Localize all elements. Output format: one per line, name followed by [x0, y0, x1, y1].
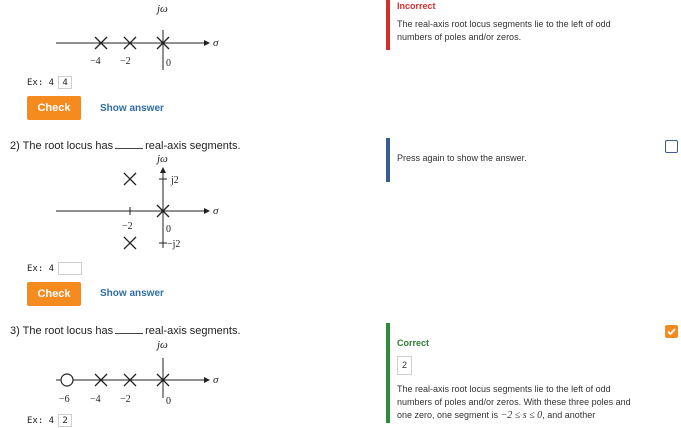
q2-tick-label: −2: [122, 221, 133, 232]
q1-tick-label: −2: [120, 56, 131, 67]
q1-jw-label: jω: [157, 3, 168, 15]
q3-feedback: [386, 323, 648, 423]
q3-status-check-icon: [665, 325, 678, 338]
q3-zero-marker: [61, 374, 73, 386]
q1-example-label: Ex: 4: [27, 77, 55, 88]
q3-correct-answer: 2: [397, 356, 412, 375]
q3-example-label: Ex: 4: [27, 415, 55, 426]
q1-check-button[interactable]: Check: [27, 96, 81, 120]
q3-feedback-title: Correct: [397, 338, 430, 348]
q1-tick-label: 0: [166, 58, 171, 69]
q3-sigma-arrow-icon: [204, 377, 210, 383]
q1-root-locus-plot: [0, 0, 260, 80]
q3-tick-label: −4: [90, 394, 101, 405]
q3-feedback-math: −2 ≤ s ≤ 0: [500, 410, 543, 421]
q2-feedback-text: Press again to show the answer.: [397, 153, 527, 163]
q2-sigma-label: σ: [213, 205, 219, 217]
q1-show-answer-button[interactable]: Show answer: [100, 103, 164, 114]
q2-jw-arrow-icon: [160, 167, 166, 173]
q3-jw-label: jω: [157, 339, 168, 351]
q1-feedback-text: The real-axis root locus segments lie to the left of odd numbers of poles and/or zeros.: [397, 19, 611, 42]
q2-sigma-arrow-icon: [204, 208, 210, 214]
q2-check-button[interactable]: Check: [27, 282, 81, 306]
q2-answer-input[interactable]: [58, 262, 82, 275]
q3-tick-label: −2: [120, 394, 131, 405]
q2-question: 2) The root locus has real-axis segments.: [10, 140, 241, 152]
q3-sigma-label: σ: [213, 374, 219, 386]
q3-feedback-text: The real-axis root locus segments lie to the left of odd numbers of poles and/or zeros. With these three poles and one zero, one segment is −2 ≤ s ≤ 0, and another: [397, 384, 631, 421]
q2-root-locus-plot: [0, 152, 260, 252]
q2-blank: [115, 148, 143, 149]
q2-feedback: [386, 138, 648, 182]
q3-tick-label: 0: [166, 396, 171, 407]
q1-sigma-arrow-icon: [204, 40, 210, 46]
q1-tick-label: −4: [90, 56, 101, 67]
q2-status-empty-icon: [665, 140, 678, 153]
q3-tick-label: −6: [59, 394, 70, 405]
q3-root-locus-plot: [0, 338, 260, 418]
q1-feedback-title: Incorrect: [397, 1, 436, 11]
q2-jw-label: jω: [157, 153, 168, 165]
q3-question: 3) The root locus has real-axis segments.: [10, 325, 241, 337]
q3-example-row: [27, 414, 72, 427]
q1-sigma-label: σ: [213, 37, 219, 49]
q2-example-label: Ex: 4: [27, 263, 55, 274]
q1-answer-input[interactable]: 4: [58, 76, 72, 89]
q3-answer-input[interactable]: 2: [58, 414, 72, 427]
q2-imag-label: −j2: [167, 239, 181, 250]
q1-example-row: [27, 76, 72, 89]
q2-example-row: [27, 262, 82, 275]
q2-tick-label: 0: [166, 224, 171, 235]
q2-show-answer-button[interactable]: Show answer: [100, 288, 164, 299]
q3-blank: [115, 333, 143, 334]
q2-imag-label: j2: [171, 175, 179, 186]
q1-feedback: [386, 0, 648, 50]
